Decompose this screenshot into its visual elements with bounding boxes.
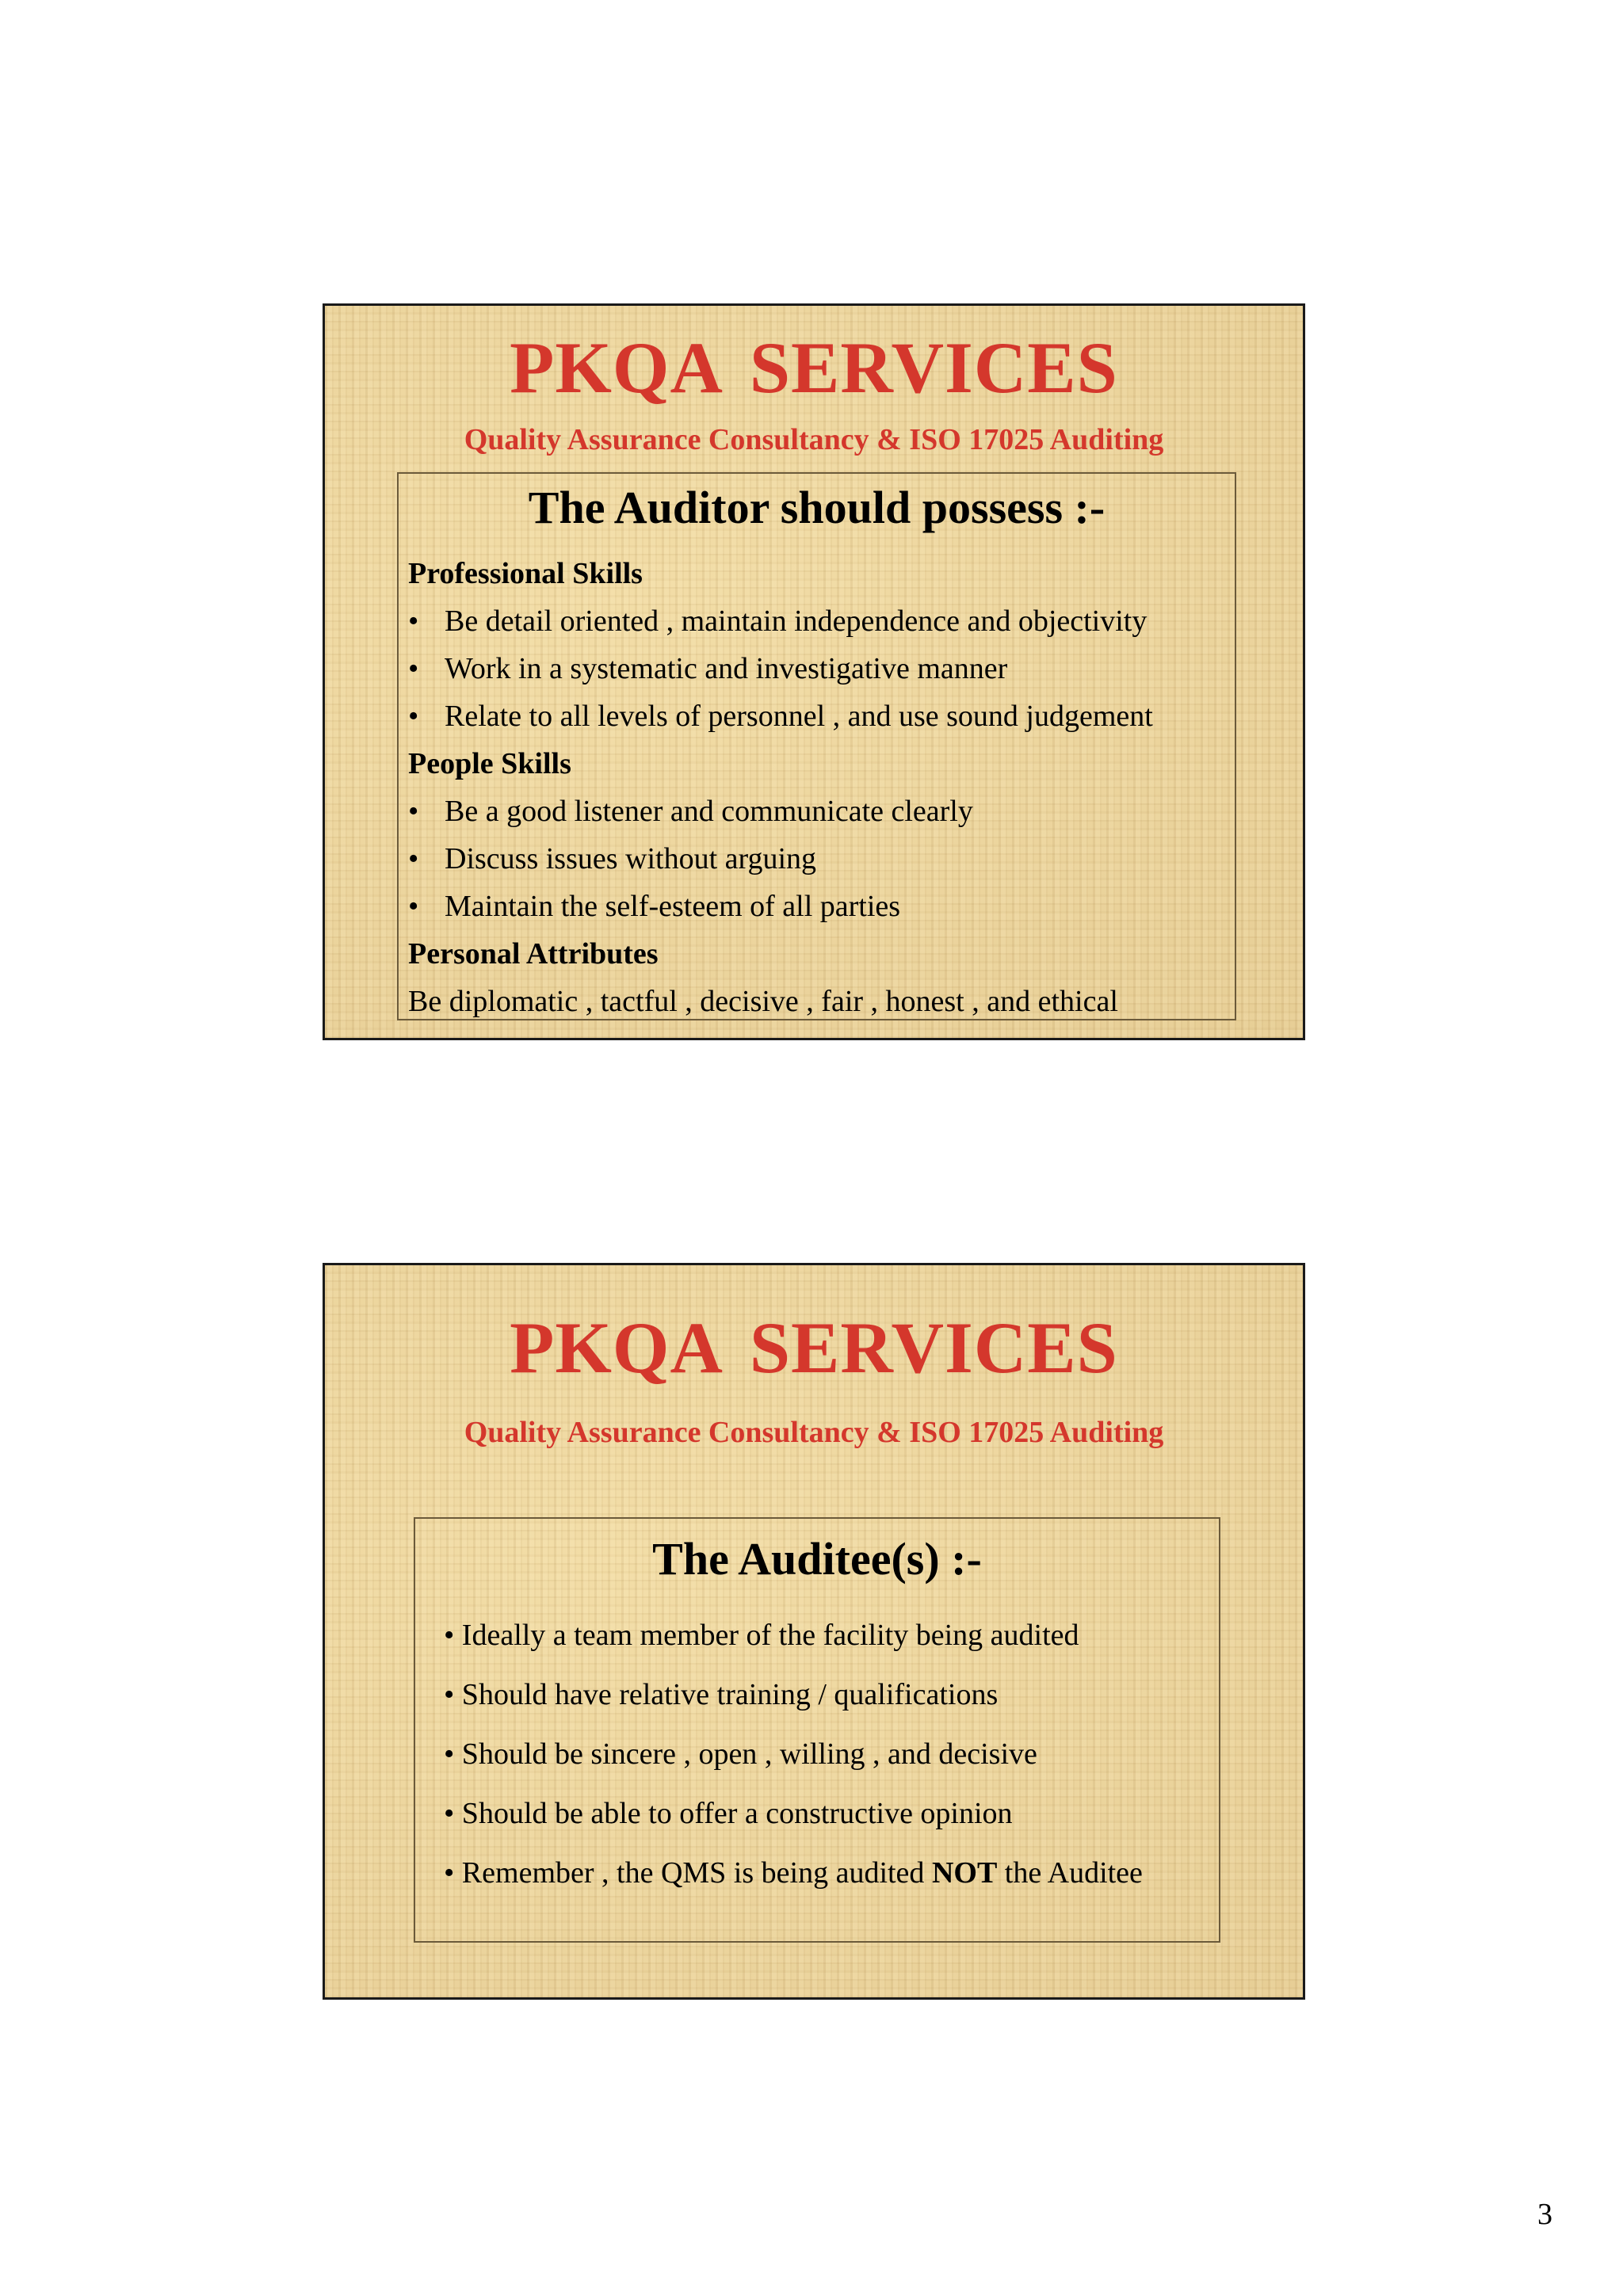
bullet-icon: • [408, 605, 419, 638]
list-item-text: Relate to all levels of personnel , and use sound judgement [445, 700, 1153, 733]
bullet-icon: • [408, 700, 419, 733]
slide-auditor [323, 303, 1305, 1040]
bullet-icon: • [408, 652, 419, 685]
list-item: • Should have relative training / qualifications [444, 1678, 999, 1711]
bullet-icon: • [408, 890, 419, 923]
list-item-text: Maintain the self-esteem of all parties [445, 890, 901, 923]
section-title-people: People Skills [408, 747, 571, 780]
brand-subtitle: Quality Assurance Consultancy & ISO 17025 Auditing [464, 423, 1164, 456]
box-heading: The Auditee(s) :- [652, 1533, 982, 1585]
box-heading: The Auditor should possess :- [528, 482, 1106, 533]
emphasis-not: NOT [931, 1856, 998, 1890]
list-item [408, 883, 1228, 930]
list-item [408, 597, 1228, 645]
auditee-content-box [414, 1517, 1220, 1943]
list-item [444, 1844, 1211, 1903]
list-item: • Should be sincere , open , willing , and decisive [444, 1737, 1037, 1771]
brand-subtitle: Quality Assurance Consultancy & ISO 17025 Auditing [464, 1416, 1164, 1449]
skills-list [408, 550, 1228, 1025]
brand-title: PKQA SERVICES [510, 327, 1118, 408]
list-item [408, 835, 1228, 883]
bullet-icon: • [408, 842, 419, 875]
page-number: 3 [1537, 2198, 1552, 2231]
list-item [408, 692, 1228, 740]
bullet-icon: • [408, 795, 419, 828]
list-item-text: Be detail oriented , maintain independence and objectivity [445, 605, 1148, 638]
list-item-text: the Auditee [997, 1856, 1143, 1890]
auditee-list [444, 1606, 1211, 1903]
list-item-text: Work in a systematic and investigative manner [445, 652, 1008, 685]
list-item: • Should be able to offer a constructive opinion [444, 1797, 1013, 1830]
list-item: • Ideally a team member of the facility being audited [444, 1619, 1079, 1652]
personal-attributes-text: Be diplomatic , tactful , decisive , fair , honest , and ethical [408, 985, 1118, 1018]
section-title-personal: Personal Attributes [408, 937, 659, 971]
list-item [408, 645, 1228, 692]
list-item-text: • Remember , the QMS is being audited [444, 1856, 932, 1890]
slide-auditee [323, 1263, 1305, 2000]
list-item-text: Discuss issues without arguing [445, 842, 817, 875]
auditor-content-box [397, 472, 1236, 1020]
list-item-text: Be a good listener and communicate clearly [445, 795, 973, 828]
section-title-professional: Professional Skills [408, 557, 643, 590]
brand-title: PKQA SERVICES [510, 1307, 1118, 1388]
list-item [408, 788, 1228, 835]
